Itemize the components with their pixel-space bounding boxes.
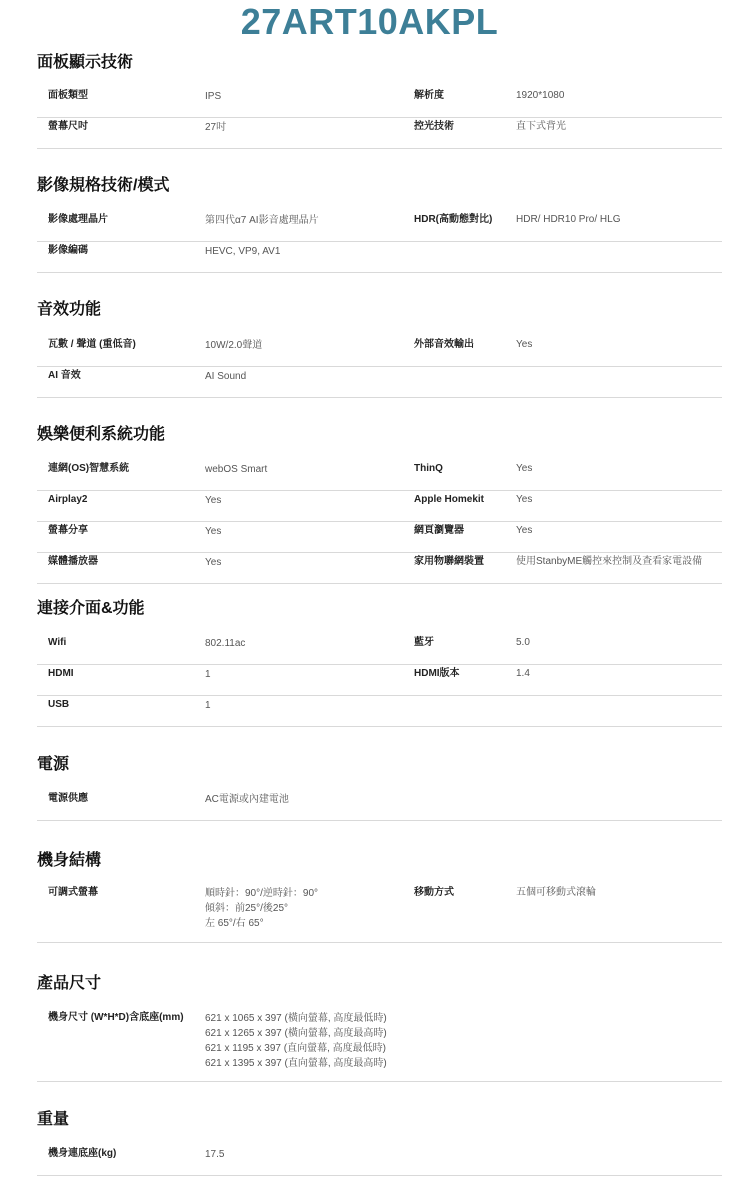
spec-value: AI Sound bbox=[205, 371, 247, 382]
section-heading: 影像規格技術/模式 bbox=[37, 177, 170, 194]
spec-row bbox=[37, 460, 722, 491]
spec-value: Yes bbox=[516, 525, 533, 536]
spec-label: 控光技術 bbox=[414, 121, 454, 132]
spec-value: 第四代α7 AI影音處理晶片 bbox=[205, 215, 319, 226]
spec-label: 移動方式 bbox=[414, 887, 454, 898]
spec-value: 621 x 1065 x 397 (橫向螢幕, 高度最低時) 621 x 1265 x 397 (橫向螢幕, 高度最高時) 621 x 1195 x 397 (直向螢幕, 高度最低時) 621 x 1395 x 397 (直向螢幕, 高度最高時) bbox=[205, 1013, 387, 1069]
spec-label: 可調式螢幕 bbox=[48, 887, 98, 898]
spec-value: Yes bbox=[205, 495, 222, 506]
spec-label: 機身連底座(kg) bbox=[48, 1148, 117, 1159]
spec-value: HDR/ HDR10 Pro/ HLG bbox=[516, 214, 621, 225]
spec-value: 27吋 bbox=[205, 122, 227, 133]
spec-label: 影像編碼 bbox=[48, 245, 88, 256]
section-heading: 面板顯示技術 bbox=[37, 54, 134, 71]
spec-value: IPS bbox=[205, 91, 222, 102]
spec-label: HDR(高動態對比) bbox=[414, 214, 493, 225]
spec-label: 解析度 bbox=[414, 90, 444, 101]
spec-label: 家用物聯網裝置 bbox=[414, 556, 484, 567]
spec-label: 藍牙 bbox=[414, 637, 434, 648]
spec-value: 802.11ac bbox=[205, 638, 246, 649]
spec-value: 直下式背光 bbox=[516, 121, 566, 132]
spec-value: 17.5 bbox=[205, 1149, 225, 1160]
spec-label: Apple Homekit bbox=[414, 494, 485, 505]
spec-value: 10W/2.0聲道 bbox=[205, 340, 263, 351]
spec-row bbox=[37, 118, 722, 149]
spec-row bbox=[37, 87, 722, 118]
spec-label: 影像處理晶片 bbox=[48, 214, 108, 225]
section-heading: 重量 bbox=[37, 1111, 70, 1128]
spec-row bbox=[37, 884, 722, 943]
spec-label: 面板類型 bbox=[48, 90, 88, 101]
spec-value: Yes bbox=[516, 463, 533, 474]
spec-value: 使用StanbyME觸控來控制及查看家電設備 bbox=[516, 556, 703, 567]
spec-value: 1 bbox=[205, 700, 211, 711]
spec-row bbox=[37, 1009, 722, 1082]
spec-label: 外部音效輸出 bbox=[414, 339, 474, 350]
spec-label: 電源供應 bbox=[48, 793, 88, 804]
section-heading: 產品尺寸 bbox=[37, 975, 102, 992]
spec-value: 順時針：90°/逆時針：90° 傾斜：前25°/後25° 左 65°/右 65° bbox=[205, 888, 319, 929]
spec-label: Wifi bbox=[48, 637, 67, 648]
spec-value: 1.4 bbox=[516, 668, 530, 679]
spec-label: 連網(OS)智慧系統 bbox=[48, 463, 130, 474]
spec-row bbox=[37, 367, 722, 398]
spec-label: HDMI bbox=[48, 668, 74, 679]
spec-row bbox=[37, 790, 722, 821]
spec-row bbox=[37, 211, 722, 242]
section-heading: 娛樂便利系統功能 bbox=[37, 426, 166, 443]
spec-row bbox=[37, 1145, 722, 1176]
spec-label: USB bbox=[48, 699, 70, 710]
spec-row bbox=[37, 553, 722, 584]
spec-value: Yes bbox=[516, 339, 533, 350]
spec-value: 1 bbox=[205, 669, 211, 680]
spec-label: 螢幕尺吋 bbox=[48, 121, 88, 132]
spec-value: AC電源或內建電池 bbox=[205, 794, 289, 805]
spec-label: 瓦數 / 聲道 (重低音) bbox=[48, 339, 136, 350]
section-heading: 機身結構 bbox=[37, 852, 102, 869]
spec-label: ThinQ bbox=[414, 463, 443, 474]
spec-value: webOS Smart bbox=[205, 464, 268, 475]
spec-value: Yes bbox=[205, 526, 222, 537]
spec-label: 網頁瀏覽器 bbox=[414, 525, 464, 536]
spec-value: HEVC, VP9, AV1 bbox=[205, 246, 281, 257]
spec-row bbox=[37, 665, 722, 696]
spec-row bbox=[37, 522, 722, 553]
spec-label: HDMI版本 bbox=[414, 668, 460, 679]
spec-value: Yes bbox=[516, 494, 533, 505]
spec-label: 螢幕分享 bbox=[48, 525, 88, 536]
spec-label: 媒體播放器 bbox=[48, 556, 98, 567]
spec-row bbox=[37, 634, 722, 665]
spec-value: Yes bbox=[205, 557, 222, 568]
page-title: 27ART10AKPL bbox=[240, 1, 499, 42]
spec-label: AI 音效 bbox=[48, 370, 81, 381]
section-heading: 電源 bbox=[37, 756, 70, 773]
spec-row bbox=[37, 336, 722, 367]
section-heading: 音效功能 bbox=[37, 301, 102, 318]
spec-row bbox=[37, 242, 722, 273]
spec-row bbox=[37, 491, 722, 522]
spec-value: 五個可移動式滾輪 bbox=[516, 887, 596, 898]
spec-label: Airplay2 bbox=[48, 494, 88, 505]
spec-value: 1920*1080 bbox=[516, 90, 565, 101]
spec-value: 5.0 bbox=[516, 637, 530, 648]
spec-row bbox=[37, 696, 722, 727]
section-heading: 連接介面&功能 bbox=[37, 600, 145, 617]
spec-label: 機身尺寸 (W*H*D)含底座(mm) bbox=[48, 1012, 184, 1023]
